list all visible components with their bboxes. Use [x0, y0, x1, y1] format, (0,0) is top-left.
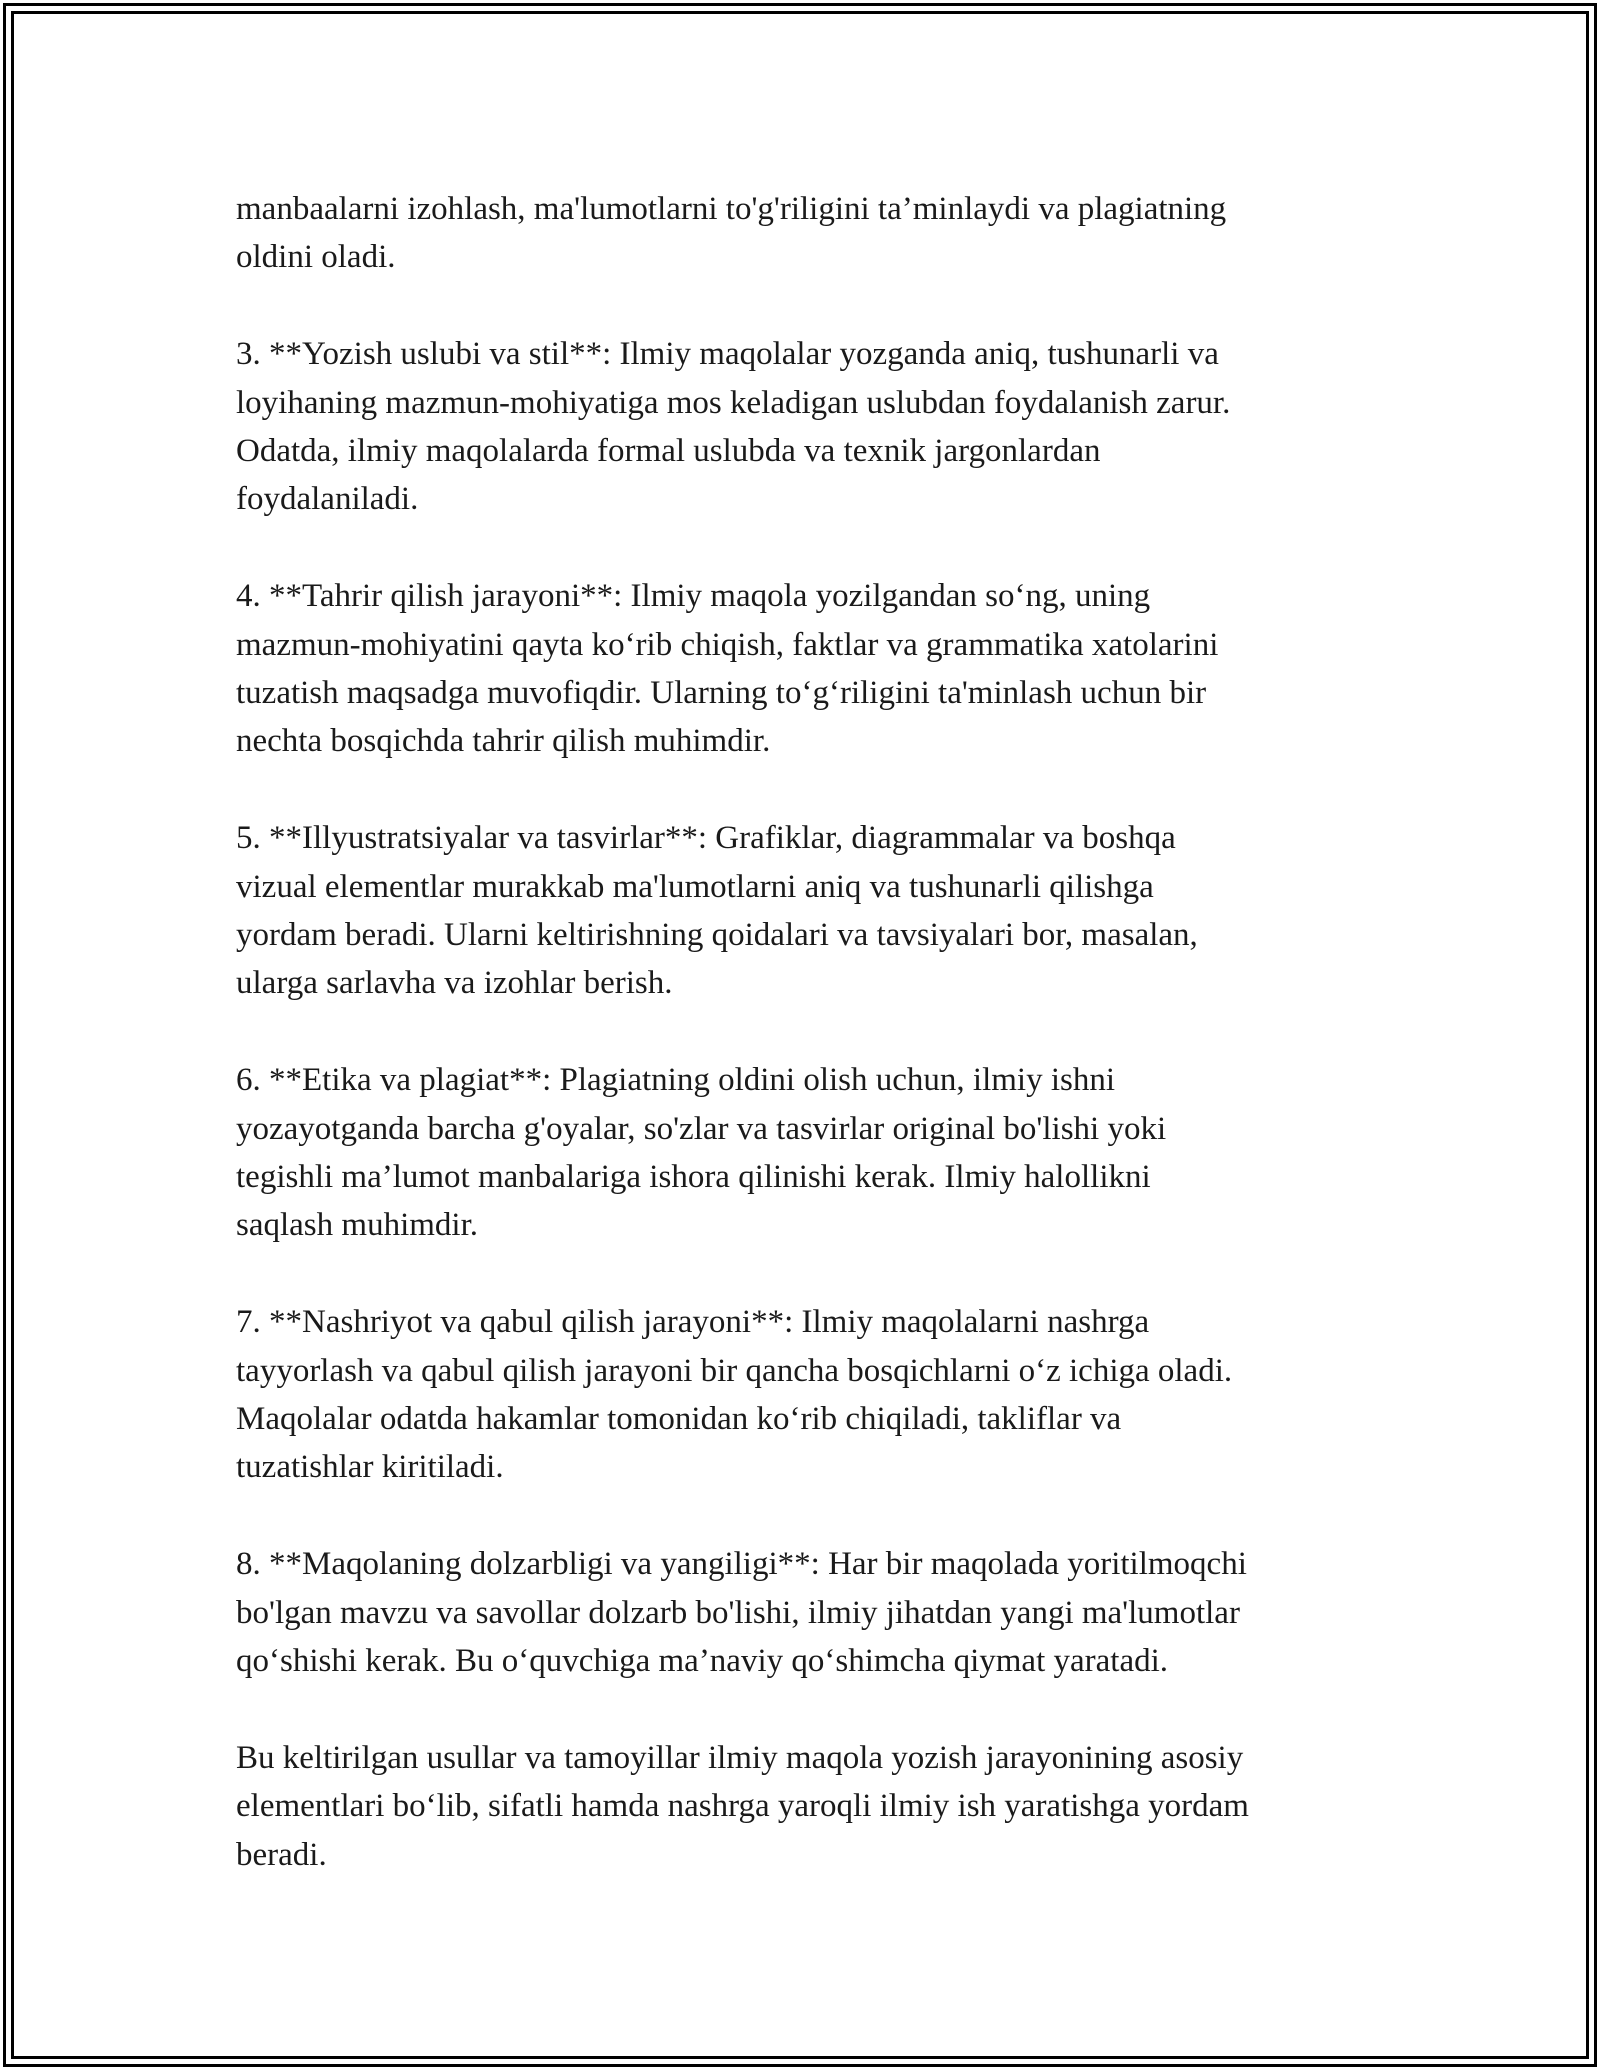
paragraph-item-8-relevance-novelty: 8. **Maqolaning dolzarbligi va yangiligi**: Har bir maqolada yoritilmoqchi bo'lgan mavzu va savollar dolzarb bo'lishi, ilmiy jihatdan yangi ma'lumotlar qo‘shishi kerak. Bu o‘quvchiga ma’naviy qo‘shimcha qiymat yaratadi. [236, 1546, 1247, 1680]
paragraph-intro-continuation: manbaalarni izohlash, ma'lumotlarni to'g'riligini ta’minlaydi va plagiatning oldini oladi. [236, 191, 1227, 276]
paragraph-item-3-writing-style: 3. **Yozish uslubi va stil**: Ilmiy maqolalar yozganda aniq, tushunarli va loyihaning mazmun-mohiyatiga mos keladigan uslubdan foydalanish zarur. Odatda, ilmiy maqolalarda formal uslubda va texnik jargonlardan foydalaniladi. [236, 336, 1231, 518]
paragraph-item-7-publishing: 7. **Nashriyot va qabul qilish jarayoni**: Ilmiy maqolalarni nashrga tayyorlash va qabul qilish jarayoni bir qancha bosqichlarni o‘z ichiga oladi. Maqolalar odatda hakamlar tomonidan ko‘rib chiqiladi, takliflar va tuzatishlar kiritiladi. [236, 1304, 1233, 1486]
paragraph-item-5-illustrations: 5. **Illyustratsiyalar va tasvirlar**: Grafiklar, diagrammalar va boshqa vizual elementlar murakkab ma'lumotlarni aniq va tushunarli qilishga yordam beradi. Ularni keltirishning qoidalari va tavsiyalari bor, masalan, ularga sarlavha va izohlar berish. [236, 820, 1198, 1002]
paragraph-item-4-editing-process: 4. **Tahrir qilish jarayoni**: Ilmiy maqola yozilgandan so‘ng, uning mazmun-mohiyatini qayta ko‘rib chiqish, faktlar va grammatika xatolarini tuzatish maqsadga muvofiqdir. Ularning to‘g‘riligini ta'minlash uchun bir nechta bosqichda tahrir qilish muhimdir. [236, 578, 1219, 760]
document-body [236, 185, 1376, 1879]
paragraph-item-6-ethics-plagiarism: 6. **Etika va plagiat**: Plagiatning oldini olish uchun, ilmiy ishni yozayotganda barcha g'oyalar, so'zlar va tasvirlar original bo'lishi yoki tegishli ma’lumot manbalariga ishora qilinishi kerak. Ilmiy halollikni saqlash muhimdir. [236, 1062, 1167, 1244]
paragraph-conclusion: Bu keltirilgan usullar va tamoyillar ilmiy maqola yozish jarayonining asosiy elementlari bo‘lib, sifatli hamda nashrga yaroqli ilmiy ish yaratishga yordam beradi. [236, 1739, 1249, 1873]
